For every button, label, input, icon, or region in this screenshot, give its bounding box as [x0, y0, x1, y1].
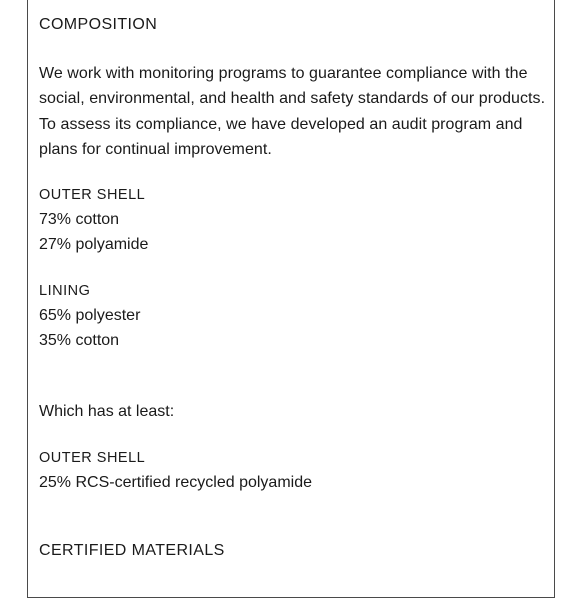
lining-item-cotton: 35% cotton — [39, 332, 120, 349]
lining-item-polyester: 65% polyester — [39, 307, 141, 324]
outer-shell-item-cotton: 73% cotton — [39, 211, 120, 228]
certified-materials-heading[interactable]: CERTIFIED MATERIALS — [39, 542, 225, 559]
outer-shell-item-polyamide: 27% polyamide — [39, 236, 149, 253]
compliance-description: We work with monitoring programs to guarantee compliance with the social, environmental, and health and safety standards of our products. To assess its compliance, we have developed an audit program and plans for continual improvement. — [39, 65, 546, 158]
composition-panel — [27, 0, 555, 598]
outer-shell-heading: OUTER SHELL — [39, 187, 146, 203]
lining-heading: LINING — [39, 283, 91, 299]
which-has-text: Which has at least: — [39, 403, 175, 420]
outer-shell-recycled-item: 25% RCS-certified recycled polyamide — [39, 474, 312, 491]
outer-shell-recycled-heading: OUTER SHELL — [39, 450, 146, 466]
composition-heading: COMPOSITION — [39, 16, 158, 33]
